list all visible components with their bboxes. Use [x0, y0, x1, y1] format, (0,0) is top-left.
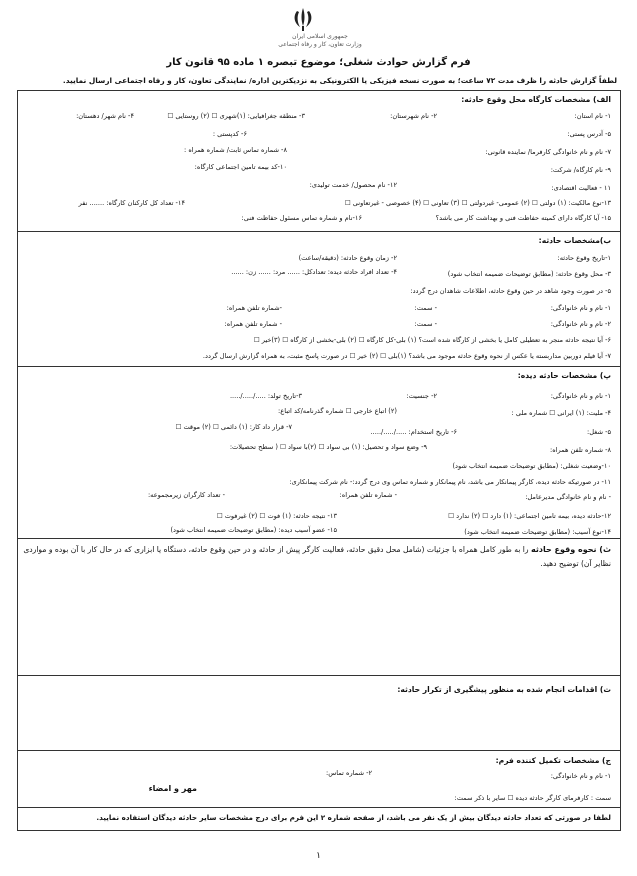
witness1-phone-field[interactable]: -شماره تلفن همراه: — [226, 304, 282, 312]
safety-committee-field[interactable]: ۱۵- آیا کارگاه دارای کمیته حفاظت فنی و بهداشت کار می باشد؟ — [435, 214, 611, 222]
section-divider — [17, 538, 621, 539]
ministry-line-2: وزارت تعاون، کار و رفاه اجتماعی — [278, 41, 362, 48]
employer-phone-field[interactable]: ۸- شماره تماس ثابت/ شماره همراه : — [184, 146, 287, 154]
accident-description-area[interactable] — [20, 580, 618, 675]
geo-area-field[interactable]: ۳- منطقه جغرافیایی: (۱)شهری ☐ (۲) روستایی ☐ — [167, 112, 305, 120]
contractor-phone-field[interactable]: - شماره تلفن همراه: — [339, 491, 397, 499]
accident-location-field[interactable]: ۳- محل وقوع حادثه: (مطابق توضیحات ضمیمه انتخاب شود) — [447, 270, 611, 278]
victim-count-field[interactable]: ۴- تعداد افراد حادثه دیده: تعدادکل: ...... مرد: ...... زن: ...... — [231, 268, 397, 276]
insurance-code-field[interactable]: ۱۰-کد بیمه تامین اجتماعی کارگاه: — [194, 163, 287, 171]
filler-name-field[interactable]: ۱- نام و نام خانوادگی: — [550, 772, 611, 780]
filler-role-field[interactable]: سمت : کارفرمای کارگر حادثه دیده ☐ سایر با ذکر سمت: — [454, 794, 611, 802]
page-number: ۱ — [316, 851, 321, 861]
footer-note: لطفا در صورتی که تعداد حادثه دیدگان بیش از یک نفر می باشد، از صفحه شماره ۲ این فرم برای درج مشخصات سایر حادثه دیدگان استفاده نمایید. — [96, 813, 611, 822]
safety-officer-field[interactable]: ۱۶-نام و شماره تماس مسئول حفاظت فنی: — [241, 214, 362, 222]
witness2-phone-field[interactable]: - شماره تلفن همراه: — [224, 320, 282, 328]
witness1-name-field[interactable]: ۱- نام و نام خانوادگی: — [550, 304, 611, 312]
section-pe-heading: پ) مشخصات حادثه دیده: — [517, 371, 611, 380]
workshop-name-field[interactable]: ۹- نام کارگاه/ شرکت: — [550, 166, 611, 174]
postal-address-field[interactable]: ۵- آدرس پستی: — [567, 130, 611, 138]
witness2-name-field[interactable]: ۲- نام و نام خانوادگی: — [550, 320, 611, 328]
employee-count-field[interactable]: ۱۴- تعداد کل کارکنان کارگاه: ....... نفر — [78, 199, 185, 207]
prevention-area[interactable] — [20, 700, 618, 748]
section-be-heading: ب)مشخصات حادثه: — [538, 236, 611, 245]
section-se-heading: ث) نحوه وقوع حادثه — [531, 545, 611, 554]
section-divider — [17, 231, 621, 232]
sub-workers-field[interactable]: - تعداد کارگران زیرمجموعه: — [147, 491, 225, 499]
education-field[interactable]: ۹- وضع سواد و تحصیل: (۱) بی سواد ☐ (۲)با سواد ☐ ( سطح تحصیلات: — [229, 443, 427, 451]
county-field[interactable]: ۲- نام شهرستان: — [390, 112, 437, 120]
section-alef-heading: الف) مشخصات کارگاه محل وقوع حادثه: — [461, 95, 611, 104]
accident-description-text: را به طور کامل همراه با جزئیات (شامل محل دقیق حادثه، فعالیت کارگر پیش از حادثه و در حین وقوع حادثه، دستگاه یا ابزاری که در حال کار با آن بوده و مواردی نظایر آن) توضیح دهید. — [23, 545, 611, 568]
closure-field[interactable]: ۶- آیا نتیجه حادثه منجر به تعطیلی کامل یا بخشی از کارگاه شده است؟ (۱) بلی-کل کارگاه ☐ (۲) بلی-بخشی از کارگاه ☐ (۳)خیر ☐ — [253, 336, 611, 344]
witness1-post-field[interactable]: - سمت: — [414, 304, 437, 312]
hire-date-field[interactable]: ۶- تاریخ استخدام: ...../...../..... — [370, 428, 457, 436]
section-divider — [17, 807, 621, 808]
victim-phone-field[interactable]: ۸- شماره تلفن همراه: — [549, 446, 611, 454]
postal-code-field[interactable]: ۶- کدپستی : — [212, 130, 247, 138]
victim-birthdate-field[interactable]: ۳-تاریخ تولد: ...../...../..... — [229, 392, 302, 400]
economic-activity-field[interactable]: ۱۱ - فعالیت اقتصادی: — [551, 184, 611, 192]
witness-info-label: ۵- در صورت وجود شاهد در حین وقوع حادثه، اطلاعات شاهدان درج گردد: — [410, 287, 611, 295]
injury-type-field[interactable]: ۱۴-نوع آسیب: (مطابق توضیحات ضمیمه انتخاب شود) — [464, 528, 611, 536]
stamp-signature-label: مهر و امضاء — [148, 784, 197, 793]
accident-description-prompt — [19, 543, 611, 571]
employer-name-field[interactable]: ۷- نام و نام خانوادگی کارفرما/ نماینده قانونی: — [485, 148, 611, 156]
victim-insurance-field[interactable]: ۱۲-حادثه دیده، بیمه تامین اجتماعی: (۱) دارد ☐ (۲) ندارد ☐ — [448, 512, 611, 520]
injured-member-field[interactable]: ۱۵- عضو آسیب دیده: (مطابق توضیحات ضمیمه انتخاب شود) — [170, 526, 337, 534]
accident-result-field[interactable]: ۱۳- نتیجه حادثه: (۱) فوت ☐ (۲) غیرفوت ☐ — [216, 512, 337, 520]
contractor-ceo-field[interactable]: - نام و نام خانوادگی مدیرعامل: — [525, 493, 611, 501]
contract-type-field[interactable]: ۷- قرار داد کار: (۱) دائمی ☐ (۲) موقت ☐ — [175, 423, 292, 431]
city-field[interactable]: ۴- نام شهر/ دهستان: — [76, 112, 134, 120]
iran-emblem-icon — [288, 6, 318, 32]
victim-name-field[interactable]: ۱- نام و نام خانوادگی: — [550, 392, 611, 400]
witness2-post-field[interactable]: - سمت: — [414, 320, 437, 328]
job-status-field[interactable]: ۱۰-وضعیت شغلی: (مطابق توضیحات ضمیمه انتخاب شود) — [452, 462, 611, 470]
job-field[interactable]: ۵- شغل: — [587, 428, 611, 436]
accident-time-field[interactable]: ۲- زمان وقوع حادثه: (دقیقه/ساعت) — [298, 254, 397, 262]
ministry-name — [240, 33, 400, 49]
cctv-field[interactable]: ۷- آیا فیلم دوربین مداربسته یا عکس از نحوه وقوع حادثه موجود می باشد؟ (۱)بلی ☐ (۲) خیر ☐ در صورت پاسخ مثبت، به همراه گزارش ارسال گردد. — [202, 352, 611, 360]
section-divider — [17, 366, 621, 367]
accident-date-field[interactable]: ۱-تاریخ وقوع حادثه: — [557, 254, 611, 262]
filler-phone-field[interactable]: ۲- شماره تماس: — [325, 769, 372, 777]
section-divider — [17, 750, 621, 751]
section-divider — [17, 675, 621, 676]
form-title: فرم گزارش حوادث شغلی؛ موضوع تبصره ۱ ماده ۹۵ قانون کار — [166, 57, 471, 68]
foreign-id-field[interactable]: (۲) اتباع خارجی ☐ شماره گذرنامه/کد اتباع: — [278, 407, 397, 415]
ministry-line-1: جمهوری اسلامی ایران — [292, 33, 348, 40]
section-che-heading: ج) مشخصات تکمیل کننده فرم: — [495, 756, 611, 765]
nationality-field[interactable]: ۴- ملیت: (۱) ایرانی ☐ شماره ملی : — [511, 409, 611, 417]
victim-gender-field[interactable]: ۲- جنسیت: — [406, 392, 437, 400]
ownership-type-field[interactable]: ۱۳-نوع مالکیت: (۱) دولتی ☐ (۲) عمومی- غیردولتی ☐ (۳) تعاونی ☐ (۴) خصوصی - غیرتعاونی ☐ — [344, 199, 611, 207]
contractor-company-field[interactable]: ۱۱- در صورتیکه حادثه دیده، کارگر پیمانکار می باشد، نام پیمانکار و شماره تماس وی درج گردد:- نام شرکت پیمانکاری: — [289, 478, 611, 486]
province-field[interactable]: ۱- نام استان: — [574, 112, 611, 120]
submission-note: لطفاً گزارش حادثه را ظرف مدت ۷۲ ساعت؛ به صورت نسخه فیزیکی یا الکترونیکی به نزدیکترین اداره/ نمایندگی تعاون، کار و رفاه اجتماعی ارسال نمایید. — [62, 76, 617, 85]
product-field[interactable]: ۱۲- نام محصول/ خدمت تولیدی: — [309, 181, 397, 189]
section-prevention-heading: ث) اقدامات انجام شده به منظور پیشگیری از تکرار حادثه: — [397, 685, 611, 694]
